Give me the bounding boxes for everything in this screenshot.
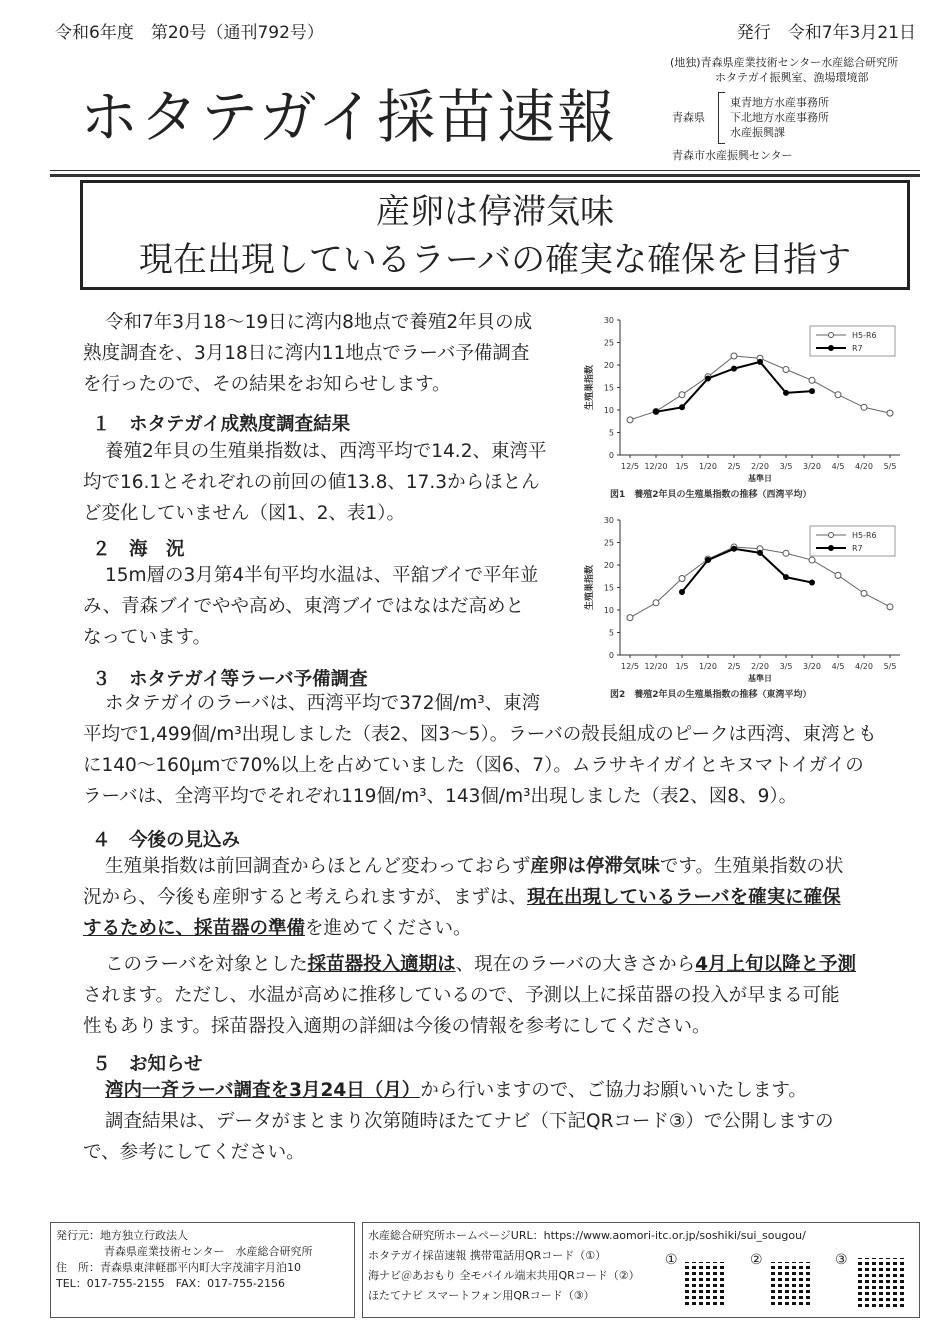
- data-point-H5-R6: [835, 392, 841, 398]
- org-office1: 東青地方水産事務所: [730, 96, 829, 109]
- x-tick-label: 5/5: [883, 462, 897, 471]
- s4-line5: されます。ただし、水温が高めに推移しているので、予測以上に採苗器の投入が早まる可能: [83, 985, 840, 1006]
- s5-line2: 調査結果は、データがまとまり次第随時ほたてナビ（下記QRコード③）で公開しますの: [105, 1111, 834, 1132]
- org-line1: (地独)青森県産業技術センター水産総合研究所: [670, 56, 899, 69]
- s4-line2: [83, 882, 841, 913]
- x-tick-label: 5/5: [883, 662, 897, 671]
- x-tick-label: 3/5: [779, 462, 793, 471]
- legend-marker: [829, 533, 834, 538]
- s4-line1: [105, 851, 843, 882]
- data-point-H5-R6: [679, 392, 685, 398]
- data-point-H5-R6: [627, 615, 633, 621]
- issue-number: 令和6年度 第20号（通刊792号）: [55, 23, 324, 43]
- chart-title: 図1 養殖2年貝の生殖巣指数の推移（西湾平均）: [610, 490, 812, 500]
- section2-title: ２ 海 況: [92, 539, 185, 560]
- data-point-H5-R6: [679, 576, 685, 582]
- series-line-H5-R6: [630, 547, 890, 618]
- section1-title: １ ホタテガイ成熟度調査結果: [92, 414, 351, 435]
- y-tick-label: 15: [603, 583, 614, 593]
- s4-line1-a: 生殖巣指数は前回調査からほとんど変わっておらず: [105, 856, 531, 877]
- s1-line1: 養殖2年貝の生殖巣指数は、西湾平均で14.2、東湾平: [105, 441, 547, 462]
- data-point-R7: [706, 376, 711, 381]
- headline-line2: 現在出現しているラーバの確実な確保を目指す: [138, 240, 852, 280]
- s5-line3: で、参考にしてください。: [83, 1142, 305, 1163]
- data-point-H5-R6: [731, 353, 737, 359]
- y-tick-label: 5: [608, 628, 614, 638]
- qr-code-2-icon[interactable]: [768, 1262, 812, 1308]
- s4-line4-emph1: 採苗器投入適期は: [307, 954, 456, 975]
- y-tick-label: 0: [608, 451, 614, 460]
- y-tick-label: 10: [603, 406, 614, 415]
- s4-line4-emph2: 4月上旬以降と予測: [695, 954, 857, 975]
- data-point-R7: [706, 558, 711, 563]
- qr-code-3-icon[interactable]: [855, 1258, 905, 1310]
- x-tick-label: 2/20: [751, 662, 769, 671]
- y-tick-label: 20: [603, 561, 614, 570]
- y-tick-label: 5: [608, 428, 614, 438]
- org-bracket: [718, 92, 725, 144]
- data-point-H5-R6: [835, 572, 841, 578]
- x-tick-label: 12/5: [621, 662, 639, 671]
- y-tick-label: 25: [603, 338, 614, 348]
- s4-line2-a: 況から、今後も産卵すると考えられますが、まずは、: [83, 887, 528, 908]
- legend-label: H5-R6: [852, 531, 877, 540]
- legend-label: R7: [852, 544, 863, 553]
- y-tick-label: 30: [603, 516, 614, 525]
- s5-line1-b: から行いますので、ご協力お願いいたします。: [420, 1080, 807, 1101]
- x-tick-label: 3/20: [803, 462, 821, 471]
- org-city: 青森市水産振興センター: [672, 149, 793, 162]
- x-tick-label: 2/5: [727, 462, 741, 471]
- s2-line3: なっています。: [83, 627, 212, 648]
- s4-line4-c: 、現在のラーバの大きさから: [455, 954, 696, 975]
- y-tick-label: 0: [608, 651, 614, 660]
- data-point-R7: [732, 546, 737, 551]
- footer-qr2-text: 海ナビ＠あおもり 全モバイル端末共用QRコード（②）: [368, 1269, 640, 1282]
- qr1-label: ①: [665, 1252, 678, 1268]
- s4-line6: 性もあります。採苗器投入適期の詳細は今後の情報を参考にしてください。: [83, 1016, 711, 1037]
- footer-links: [362, 1222, 920, 1318]
- footer-publisher: [50, 1222, 355, 1318]
- footer-pub-name: 青森県産業技術センター 水産総合研究所: [104, 1245, 313, 1258]
- s3-line4: ラーバは、全湾平均でそれぞれ119個/m³、143個/m³出現しました（表2、図8、9）。: [83, 786, 798, 807]
- qr3-label: ③: [835, 1252, 848, 1268]
- x-tick-label: 3/5: [779, 662, 793, 671]
- x-tick-label: 3/20: [803, 662, 821, 671]
- x-tick-label: 2/5: [727, 662, 741, 671]
- y-axis-label: 生殖巣指数: [585, 364, 595, 411]
- org-line2: ホタテガイ振興室、漁場環境部: [715, 71, 869, 84]
- x-tick-label: 4/5: [831, 662, 845, 671]
- data-point-R7: [680, 405, 685, 410]
- footer-qr3-text: ほたてナビ スマートフォン用QRコード（③）: [368, 1289, 595, 1302]
- x-tick-label: 1/5: [675, 662, 689, 671]
- s1-line2: 均で16.1とそれぞれの前回の値13.8、17.3からほとん: [83, 472, 540, 493]
- x-axis-label: 基準日: [748, 674, 772, 683]
- org-office2: 下北地方水産事務所: [730, 111, 829, 124]
- header-rule-thick: [50, 174, 920, 177]
- s4-line3: [83, 913, 472, 944]
- chart-title: 図2 養殖2年貝の生殖巣指数の推移（東湾平均）: [610, 690, 812, 700]
- footer-pub-label: 発行元：地方独立行政法人: [56, 1229, 188, 1242]
- footer-url[interactable]: 水産総合研究所ホームページURL：https://www.aomori-itc.or.jp/soshiki/sui_sougou/: [368, 1229, 806, 1242]
- s4-line3-emph: するために、採苗器の準備: [83, 918, 306, 939]
- data-point-R7: [784, 575, 789, 580]
- intro-line2: 熟度調査を、3月18日に湾内11地点でラーバ予備調査: [83, 343, 530, 364]
- data-point-H5-R6: [861, 404, 867, 410]
- data-point-R7: [732, 366, 737, 371]
- x-tick-label: 4/20: [855, 462, 873, 471]
- s2-line2: み、青森ブイでやや高め、東湾ブイではなはだ高めと: [83, 596, 525, 617]
- x-tick-label: 1/5: [675, 462, 689, 471]
- s3-line3: に140～160μmで70%以上を占めていました（図6、7）。ムラサキイガイとキヌマトイガイの: [83, 755, 864, 776]
- s1-line3: ど変化していません（図1、2、表1）。: [83, 503, 406, 524]
- data-point-R7: [810, 580, 815, 585]
- y-tick-label: 15: [603, 383, 614, 393]
- s4-line3-b: を進めてください。: [305, 918, 472, 939]
- x-tick-label: 12/5: [621, 462, 639, 471]
- y-tick-label: 25: [603, 538, 614, 548]
- y-axis-label: 生殖巣指数: [585, 564, 595, 611]
- s3-line2: 平均で1,499個/m³出現しました（表2、図3～5）。ラーバの殻長組成のピークは西湾、東湾とも: [83, 724, 877, 745]
- footer-address: 住 所：青森県東津軽郡平内町大字茂浦字月泊10: [56, 1261, 301, 1274]
- data-point-R7: [654, 409, 659, 414]
- data-point-H5-R6: [809, 557, 815, 563]
- y-tick-label: 10: [603, 606, 614, 615]
- x-tick-label: 1/20: [699, 462, 717, 471]
- page-title: ホタテガイ採苗速報: [80, 83, 618, 151]
- s2-line1: 15m層の3月第4半旬平均水温は、平舘ブイで平年並: [105, 565, 539, 586]
- org-pref: 青森県: [672, 111, 705, 124]
- issue-date: 発行 令和7年3月21日: [736, 23, 916, 43]
- y-tick-label: 20: [603, 361, 614, 370]
- legend-marker: [829, 346, 834, 351]
- section5-title: ５ お知らせ: [92, 1054, 203, 1075]
- s5-line1-emph: 湾内一斉ラーバ調査を3月24日（月）: [105, 1080, 421, 1101]
- legend-marker: [829, 546, 834, 551]
- legend-label: H5-R6: [852, 331, 877, 340]
- org-office3: 水産振興課: [730, 126, 785, 139]
- data-point-R7: [758, 359, 763, 364]
- data-point-H5-R6: [809, 377, 815, 383]
- s4-line1-c: です。生殖巣指数の状: [659, 856, 844, 877]
- chart-west-bay: [580, 308, 920, 508]
- s4-line2-emph: 現在出現しているラーバを確実に確保: [527, 887, 841, 908]
- qr-code-1-icon[interactable]: [682, 1262, 726, 1308]
- x-tick-label: 12/20: [644, 662, 668, 671]
- s3-line1: ホタテガイのラーバは、西湾平均で372個/m³、東湾: [105, 693, 541, 714]
- legend-label: R7: [852, 344, 863, 353]
- intro-line1: 令和7年3月18～19日に湾内8地点で養殖2年貝の成: [105, 312, 533, 333]
- qr2-label: ②: [750, 1252, 763, 1268]
- data-point-H5-R6: [887, 410, 893, 416]
- section3-title: ３ ホタテガイ等ラーバ予備調査: [92, 669, 368, 690]
- x-tick-label: 2/20: [751, 462, 769, 471]
- data-point-H5-R6: [653, 600, 659, 606]
- legend-marker: [829, 333, 834, 338]
- x-axis-label: 基準日: [748, 474, 772, 483]
- data-point-H5-R6: [627, 417, 633, 423]
- footer-qr1-text: ホタテガイ採苗速報 携帯電話用QRコード（①）: [368, 1249, 607, 1262]
- x-tick-label: 4/5: [831, 462, 845, 471]
- data-point-H5-R6: [887, 604, 893, 610]
- y-tick-label: 30: [603, 316, 614, 325]
- data-point-H5-R6: [861, 590, 867, 596]
- x-tick-label: 4/20: [855, 662, 873, 671]
- s5-line1: [105, 1075, 807, 1106]
- data-point-R7: [680, 590, 685, 595]
- x-tick-label: 1/20: [699, 662, 717, 671]
- data-point-H5-R6: [783, 367, 789, 373]
- chart-east-bay: [580, 508, 920, 708]
- s4-line4-a: このラーバを対象とした: [105, 954, 308, 975]
- headline-box: [80, 180, 910, 290]
- header-rule: [50, 170, 920, 171]
- s4-line1-bold: 産卵は停滞気味: [530, 856, 660, 877]
- x-tick-label: 12/20: [644, 462, 668, 471]
- section4-title: ４ 今後の見込み: [92, 830, 241, 851]
- s4-line4: [105, 949, 856, 980]
- data-point-R7: [810, 389, 815, 394]
- data-point-H5-R6: [783, 550, 789, 556]
- headline-line1: 産卵は停滞気味: [376, 192, 614, 232]
- data-point-R7: [758, 550, 763, 555]
- footer-tel: TEL：017-755-2155 FAX：017-755-2156: [56, 1277, 286, 1290]
- intro-line3: を行ったので、その結果をお知らせします。: [83, 374, 451, 395]
- data-point-R7: [784, 390, 789, 395]
